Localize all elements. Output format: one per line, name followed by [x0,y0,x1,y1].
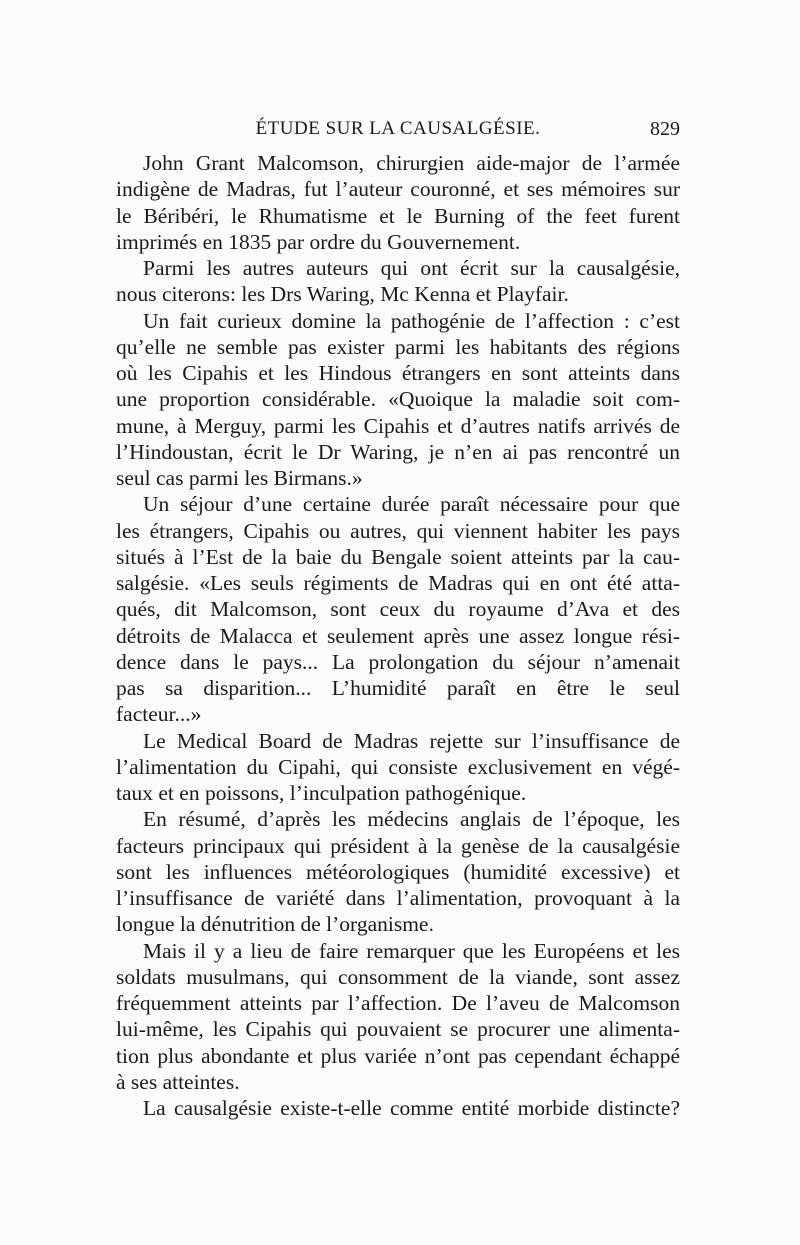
running-head [116,118,680,148]
text-line: l’alimentation du Cipahi, qui consiste exclusivement en végé- [116,754,680,779]
text-line: dence dans le pays... La prolongation du séjour n’amenait [116,649,680,674]
text-line: soldats musulmans, qui consomment de la viande, sont assez [116,964,680,989]
text-line: à ses atteintes. [116,1069,240,1094]
text-line: lui-même, les Cipahis qui pouvaient se procurer une alimenta- [116,1017,680,1042]
page-number: 829 [650,118,680,140]
text-line: Mais il y a lieu de faire remarquer que les Européens et les [143,938,680,963]
text-line: salgésie. «Les seuls régiments de Madras qui en ont été atta- [116,571,680,595]
text-line: imprimés en 1835 par ordre du Gouvernement. [116,229,521,254]
text-line: John Grant Malcomson, chirurgien aide-major de l’armée [143,151,680,175]
text-line: pas sa disparition... L’humidité paraît en être le seul [116,676,680,700]
text-line: nous citerons: les Drs Waring, Mc Kenna et Playfair. [116,282,569,307]
text-line: seul cas parmi les Birmans.» [116,466,363,490]
body-text [116,150,680,1121]
text-line: le Béribéri, le Rhumatisme et le Burning of the feet furent [116,203,680,228]
running-title: ÉTUDE SUR LA CAUSALGÉSIE. [255,118,541,139]
text-line: qués, dit Malcomson, sont ceux du royaume d’Ava et des [116,597,680,622]
text-line: détroits de Malacca et seulement après une assez longue rési- [116,623,680,648]
text-line: qu’elle ne semble pas exister parmi les habitants des régions [116,334,680,359]
text-line: La causalgésie existe-t-elle comme entité morbide distincte? [143,1096,680,1120]
text-line: taux et en poissons, l’inculpation pathogénique. [116,781,527,805]
text-line: Un fait curieux domine la pathogénie de l’affection : c’est [143,308,680,333]
text-line: Un séjour d’une certaine durée paraît nécessaire pour que [143,492,680,517]
text-line: Parmi les autres auteurs qui ont écrit sur la causalgésie, [143,256,680,280]
text-line: longue la dénutrition de l’organisme. [116,912,434,937]
text-line: les étrangers, Cipahis ou autres, qui viennent habiter les pays [116,518,680,543]
text-line: l’Hindoustan, écrit le Dr Waring, je n’en ai pas rencontré un [116,439,680,464]
text-line: tion plus abondante et plus variée n’ont pas cependant échappé [116,1043,680,1068]
text-line: une proportion considérable. «Quoique la maladie soit com- [116,387,680,412]
text-line: l’insuffisance de variété dans l’alimentation, provoquant à la [116,886,680,910]
text-line: où les Cipahis et les Hindous étrangers en sont atteints dans [116,361,680,385]
text-line: mune, à Merguy, parmi les Cipahis et d’autres natifs arrivés de [116,413,680,438]
text-line: facteurs principaux qui président à la genèse de la causalgésie [116,833,680,858]
text-line: sont les influences météorologiques (humidité excessive) et [116,859,680,884]
text-line: situés à l’Est de la baie du Bengale soient atteints par la cau- [116,544,680,569]
text-line: fréquemment atteints par l’affection. De l’aveu de Malcomson [116,991,680,1015]
text-line: En résumé, d’après les médecins anglais de l’époque, les [143,807,680,832]
text-line: facteur...» [116,702,202,727]
text-line: indigène de Madras, fut l’auteur couronné, et ses mémoires sur [116,177,680,202]
text-line: Le Medical Board de Madras rejette sur l’insuffisance de [143,728,680,753]
